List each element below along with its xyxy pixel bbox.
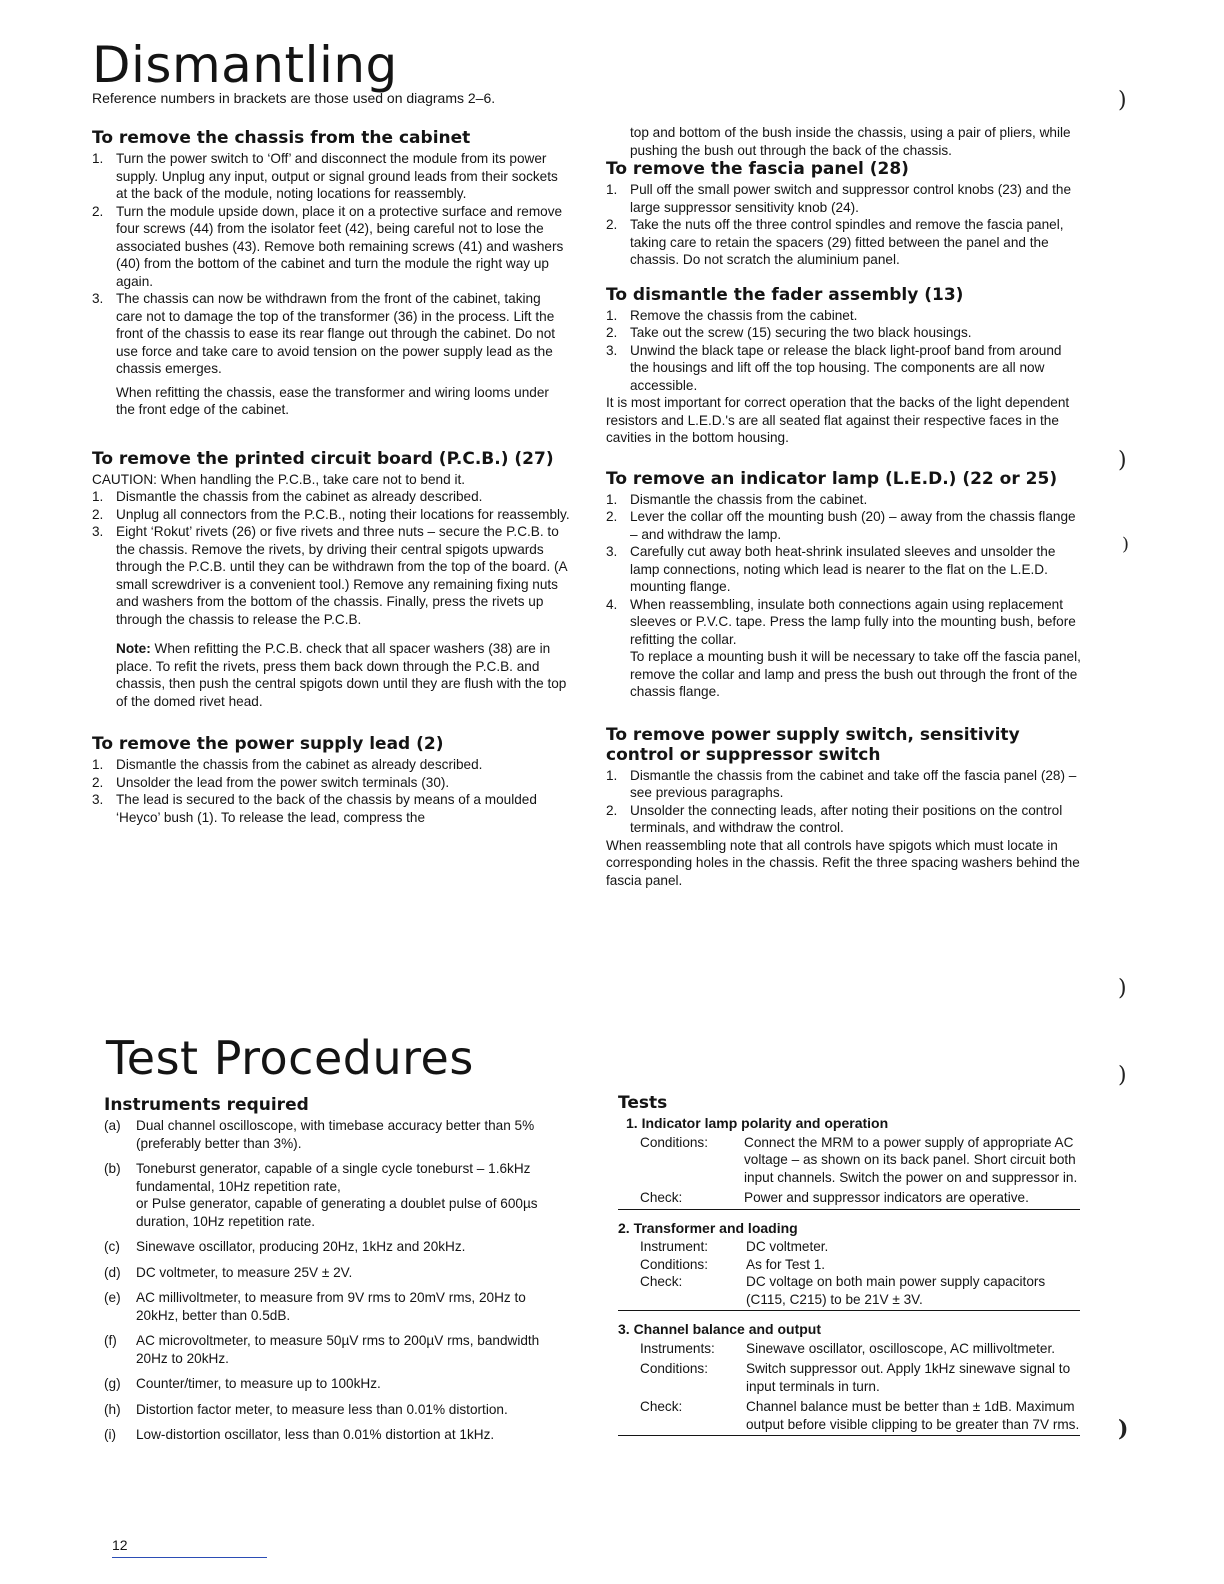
list-item: 4. When reassembling, insulate both connections again using replacement sleeves or P.V.C. tape. Press the lamp fully into the mounting bush, before refitting the collar. <box>606 596 1076 647</box>
test-row: Conditions: Switch suppressor out. Apply 1kHz sinewave signal to input terminals in turn. <box>640 1361 1071 1394</box>
instruments-required <box>104 1095 564 1452</box>
list-item: (b) Toneburst generator, capable of a single cycle toneburst – 1.6kHz fundamental, 10Hz repetition rate, or Pulse generator, capable of generating a doublet pulse of 600µs duration, 10Hz repetition rate. <box>104 1161 538 1229</box>
section-remove-indicator-lamp <box>606 469 1084 701</box>
list-item: (g) Counter/timer, to measure up to 100kHz. <box>104 1376 381 1391</box>
dismantling-left-column <box>92 128 570 842</box>
list-item: (a) Dual channel oscilloscope, with timebase accuracy better than 5% (preferably better than 3%). <box>104 1118 535 1151</box>
test-row: Check: DC voltage on both main power supply capacitors (C115, C215) to be 21V ± 3V. <box>640 1274 1046 1307</box>
test-row: Conditions: As for Test 1. <box>640 1256 826 1272</box>
list-item: (f) AC microvoltmeter, to measure 50µV rms to 200µV rms, bandwidth 20Hz to 20kHz. <box>104 1333 540 1366</box>
section-heading: Tests <box>618 1093 668 1113</box>
page-number: 12 <box>112 1537 128 1553</box>
mounting-bush-note: To replace a mounting bush it will be necessary to take off the fascia panel, remove the collar and lamp and press the bush out through the front of the chassis flange. <box>630 649 1081 699</box>
list-item: 2. Unsolder the connecting leads, after noting their positions on the control terminals, and withdraw the control. <box>606 802 1063 835</box>
binding-mark: ) <box>1118 1416 1129 1442</box>
section-remove-pcb <box>92 449 570 711</box>
test-title: 3. Channel balance and output <box>618 1321 822 1337</box>
list-item: 2. Turn the module upside down, place it on a protective surface and remove four screws (44) from the isolator feet (42), being careful not to lose the associated bushes (43). Remove both remaining screws (41) and washers (40) from the bottom of the cabinet and turn the module the right way up again. <box>92 203 564 289</box>
section-heading: To remove the chassis from the cabinet <box>92 128 471 148</box>
test-row: Instruments: Sinewave oscillator, oscilloscope, AC millivoltmeter. <box>640 1340 1056 1356</box>
list-item: 3. The chassis can now be withdrawn from the front of the cabinet, taking care not to damage the top of the transformer (36) in the process. Lift the front of the chassis to ease its rear flange out through the cabinet. Do not use force and take care to avoid tension on the power supply lead as the chassis emerges. <box>92 291 556 376</box>
list-item: 1. Dismantle the chassis from the cabinet and take off the fascia panel (28) – see previous paragraphs. <box>606 767 1077 800</box>
test-title: 1. Indicator lamp polarity and operation <box>626 1115 889 1131</box>
dismantling-title: Dismantling <box>92 36 398 94</box>
section-heading: To remove an indicator lamp (L.E.D.) (22 or 25) <box>606 468 1058 489</box>
list-item: 2. Unplug all connectors from the P.C.B., noting their locations for reassembly. <box>92 506 570 522</box>
list-item: 1. Dismantle the chassis from the cabinet. <box>606 491 868 507</box>
list-item: (c) Sinewave oscillator, producing 20Hz, 1kHz and 20kHz. <box>104 1239 466 1254</box>
section-heading: To remove power supply switch, sensitivity control or suppressor switch <box>606 724 1020 765</box>
refitting-note: When refitting the chassis, ease the transformer and wiring looms under the front edge of the cabinet. <box>116 384 549 417</box>
dismantling-right-column <box>606 124 1084 905</box>
list-item: 3. The lead is secured to the back of the chassis by means of a moulded ‘Heyco’ bush (1). To release the lead, compress the <box>92 792 537 825</box>
section-remove-power-lead <box>92 734 570 826</box>
test-procedures-title: Test Procedures <box>106 1031 474 1085</box>
caution-text: CAUTION: When handling the P.C.B., take care not to bend it. <box>92 471 466 487</box>
list-item: 2. Take out the screw (15) securing the two black housings. <box>606 325 972 340</box>
list-item: (h) Distortion factor meter, to measure less than 0.01% distortion. <box>104 1401 508 1417</box>
reassembling-note: When reassembling note that all controls have spigots which must locate in corresponding holes in the chassis. Refit the three spacing washers behind the fascia panel. <box>606 837 1080 888</box>
power-lead-continued: top and bottom of the bush inside the chassis, using a pair of pliers, while pushing the bush out through the back of the chassis. <box>630 125 1071 158</box>
test-title: 2. Transformer and loading <box>618 1219 798 1236</box>
section-heading: To remove the fascia panel (28) <box>606 159 909 179</box>
binding-mark: ) <box>1118 1063 1127 1088</box>
section-heading: Instruments required <box>104 1095 309 1115</box>
pcb-note: Note: When refitting the P.C.B. check that all spacer washers (38) are in place. To refit the rivets, press them back down through the P.C.B. and chassis, then push the central spigots down until they are flush with the top of the domed rivet head. <box>116 641 567 709</box>
list-item: 1. Turn the power switch to ‘Off’ and disconnect the module from its power supply. Unplug any input, output or signal ground leads from their sockets at the back of the module, noting locations for reassembly. <box>92 151 558 201</box>
section-remove-switch <box>606 725 1084 890</box>
binding-mark: ) <box>1122 534 1130 555</box>
fader-note: It is most important for correct operation that the backs of the light dependent resistors and L.E.D.'s are all seated flat against their respective faces in the cavities in the bottom housing. <box>606 395 1070 445</box>
section-heading: To dismantle the fader assembly (13) <box>606 284 964 305</box>
list-item: (i) Low-distortion oscillator, less than 0.01% distortion at 1kHz. <box>104 1427 495 1442</box>
list-item: 3. Eight ‘Rokut’ rivets (26) or five rivets and three nuts – secure the P.C.B. to the chassis. Remove the rivets, by driving their central spigots upwards through the P.C.B. until they can be withdrawn from the top of the board. (A small screwdriver is a convenient tool.) Remove any remaining fixing nuts and washers from the bottom of the chassis. Finally, press the rivets up through the chassis to release the P.C.B. <box>92 524 567 627</box>
binding-mark: ) <box>1118 88 1127 113</box>
list-item: 2. Lever the collar off the mounting bush (20) – away from the chassis flange – and withdraw the lamp. <box>606 509 1076 542</box>
test-3-block <box>618 1321 1080 1436</box>
test-row: Check: Power and suppressor indicators are operative. <box>640 1190 1029 1205</box>
binding-mark: ) <box>1118 448 1127 473</box>
list-item: 3. Unwind the black tape or release the black light-proof band from around the housings and lift off the top housing. The components are all now accessible. <box>606 342 1062 393</box>
list-item: (d) DC voltmeter, to measure 25V ± 2V. <box>104 1264 353 1280</box>
list-item: 2. Unsolder the lead from the power switch terminals (30). <box>92 774 450 790</box>
section-remove-chassis <box>92 128 570 419</box>
tests <box>618 1093 1080 1446</box>
test-row: Check: Channel balance must be better than ± 1dB. Maximum output before visible clipping to be greater than 7V rms. <box>640 1399 1080 1432</box>
section-heading: To remove the printed circuit board (P.C.B.) (27) <box>92 448 554 469</box>
binding-mark: ) <box>1118 976 1127 1001</box>
test-row: Instrument: DC voltmeter. <box>640 1239 829 1254</box>
footer-rule <box>112 1557 267 1558</box>
section-dismantle-fader <box>606 285 1084 447</box>
list-item: 1. Dismantle the chassis from the cabinet as already described. <box>92 757 483 772</box>
test-2-block <box>618 1220 1080 1312</box>
test-row: Conditions: Connect the MRM to a power supply of appropriate AC voltage – as shown on its back panel. Short circuit both input channels. Switch the power on and suppressor in. <box>640 1134 1078 1185</box>
list-item: 3. Carefully cut away both heat-shrink insulated sleeves and unsolder the lamp connections, noting which lead is nearer to the flat on the L.E.D. mounting flange. <box>606 544 1056 594</box>
list-item: 1. Pull off the small power switch and suppressor control knobs (23) and the large suppressor sensitivity knob (24). <box>606 182 1072 215</box>
list-item: 2. Take the nuts off the three control spindles and remove the fascia panel, taking care to retain the spacers (29) fitted between the panel and the chassis. Do not scratch the aluminium panel. <box>606 217 1064 267</box>
section-remove-fascia <box>606 159 1084 269</box>
list-item: 1. Dismantle the chassis from the cabinet as already described. <box>92 489 483 504</box>
reference-note: Reference numbers in brackets are those used on diagrams 2–6. <box>92 90 496 106</box>
section-heading: To remove the power supply lead (2) <box>92 734 444 754</box>
list-item: 1. Remove the chassis from the cabinet. <box>606 307 858 323</box>
test-1-block <box>618 1115 1080 1210</box>
list-item: (e) AC millivoltmeter, to measure from 9V rms to 20mV rms, 20Hz to 20kHz, better than 0.5dB. <box>104 1290 526 1323</box>
